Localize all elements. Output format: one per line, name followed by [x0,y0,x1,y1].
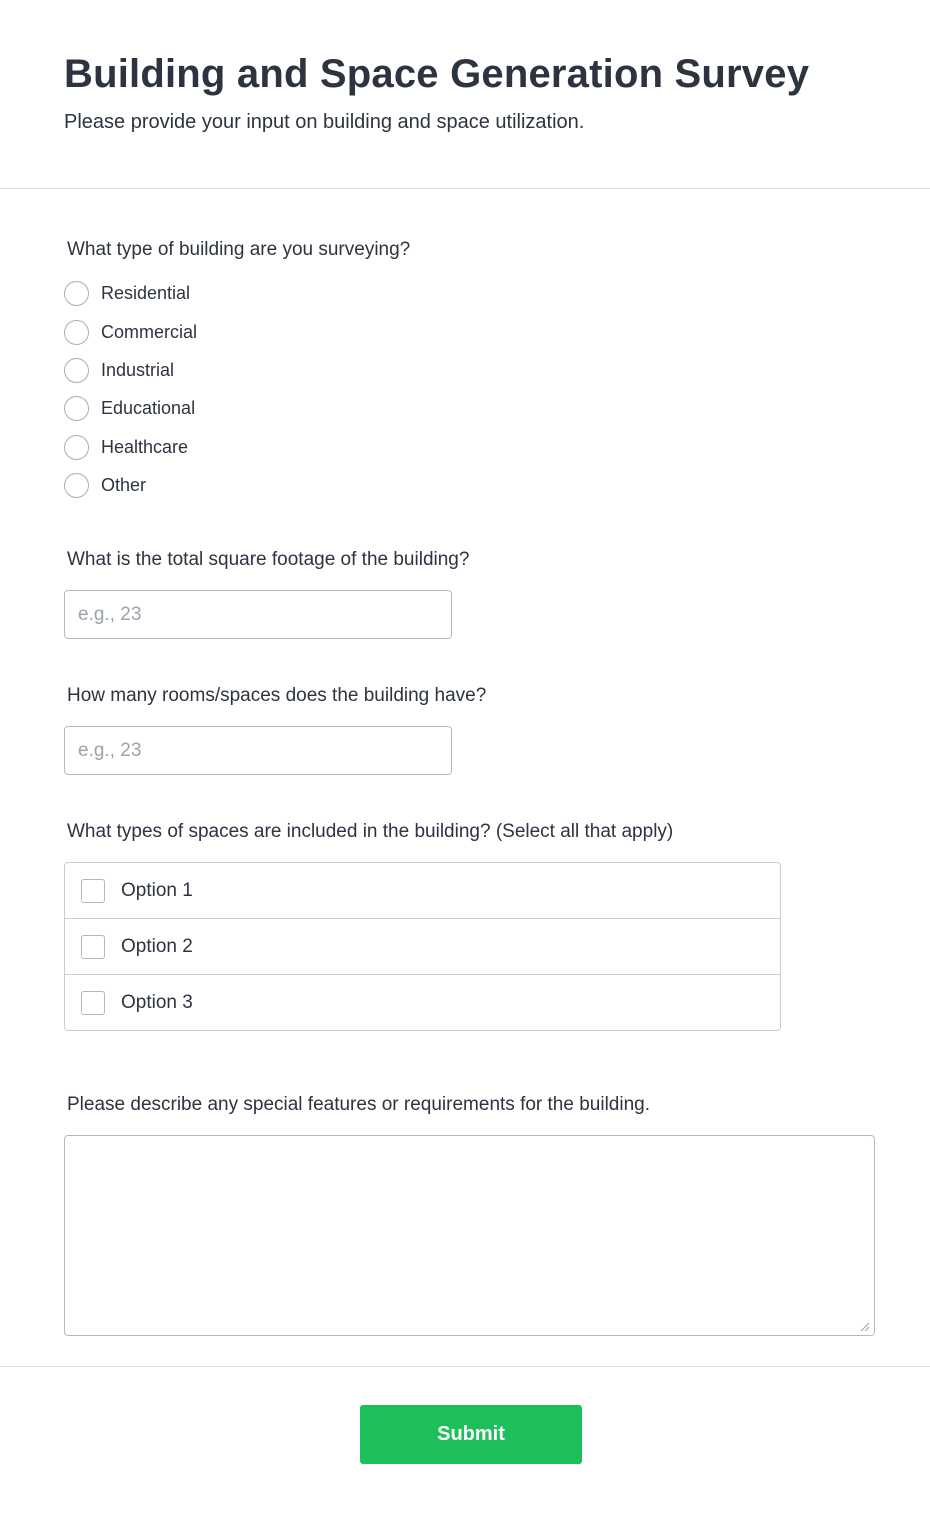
checkbox[interactable] [81,879,105,903]
checkbox-label: Option 3 [121,992,193,1013]
special-features-textarea[interactable] [64,1135,875,1336]
page-title: Building and Space Generation Survey [64,52,810,96]
radio-healthcare[interactable] [64,434,188,460]
submit-button[interactable]: Submit [360,1405,582,1464]
radio-label: Healthcare [101,436,189,457]
resize-grip-icon[interactable] [858,1320,870,1332]
radio-label: Commercial [101,321,198,342]
building-type-question: What type of building are you surveying? [67,239,411,260]
square-footage-question: What is the total square footage of the building? [67,549,470,570]
radio-commercial[interactable] [64,319,197,345]
radio-circle[interactable] [64,358,89,383]
radio-label: Other [101,474,147,495]
radio-label: Educational [101,397,196,418]
radio-label: Industrial [101,359,175,380]
radio-other[interactable] [64,472,146,498]
special-features-question: Please describe any special features or requirements for the building. [67,1094,650,1115]
room-count-input[interactable] [64,726,452,775]
radio-circle[interactable] [64,435,89,460]
radio-industrial[interactable] [64,357,174,383]
radio-circle[interactable] [64,396,89,421]
radio-label: Residential [101,282,191,303]
footer-divider [0,1366,930,1367]
radio-circle[interactable] [64,473,89,498]
radio-residential[interactable] [64,280,190,306]
checkbox-label: Option 1 [121,879,193,901]
checkbox-option-3[interactable] [65,975,780,1031]
checkbox[interactable] [81,991,105,1015]
room-count-question: How many rooms/spaces does the building have? [67,685,487,706]
checkbox-option-2[interactable] [65,919,780,975]
survey-header [0,0,930,189]
checkbox[interactable] [81,935,105,959]
radio-circle[interactable] [64,281,89,306]
space-types-question: What types of spaces are included in the building? (Select all that apply) [67,821,674,842]
checkbox-option-1[interactable] [65,863,780,919]
checkbox-label: Option 2 [121,935,193,957]
page-subtitle: Please provide your input on building and space utilization. [64,111,585,133]
radio-circle[interactable] [64,320,89,345]
radio-educational[interactable] [64,395,195,421]
square-footage-input[interactable] [64,590,452,639]
space-types-checkbox-group [64,862,781,1031]
